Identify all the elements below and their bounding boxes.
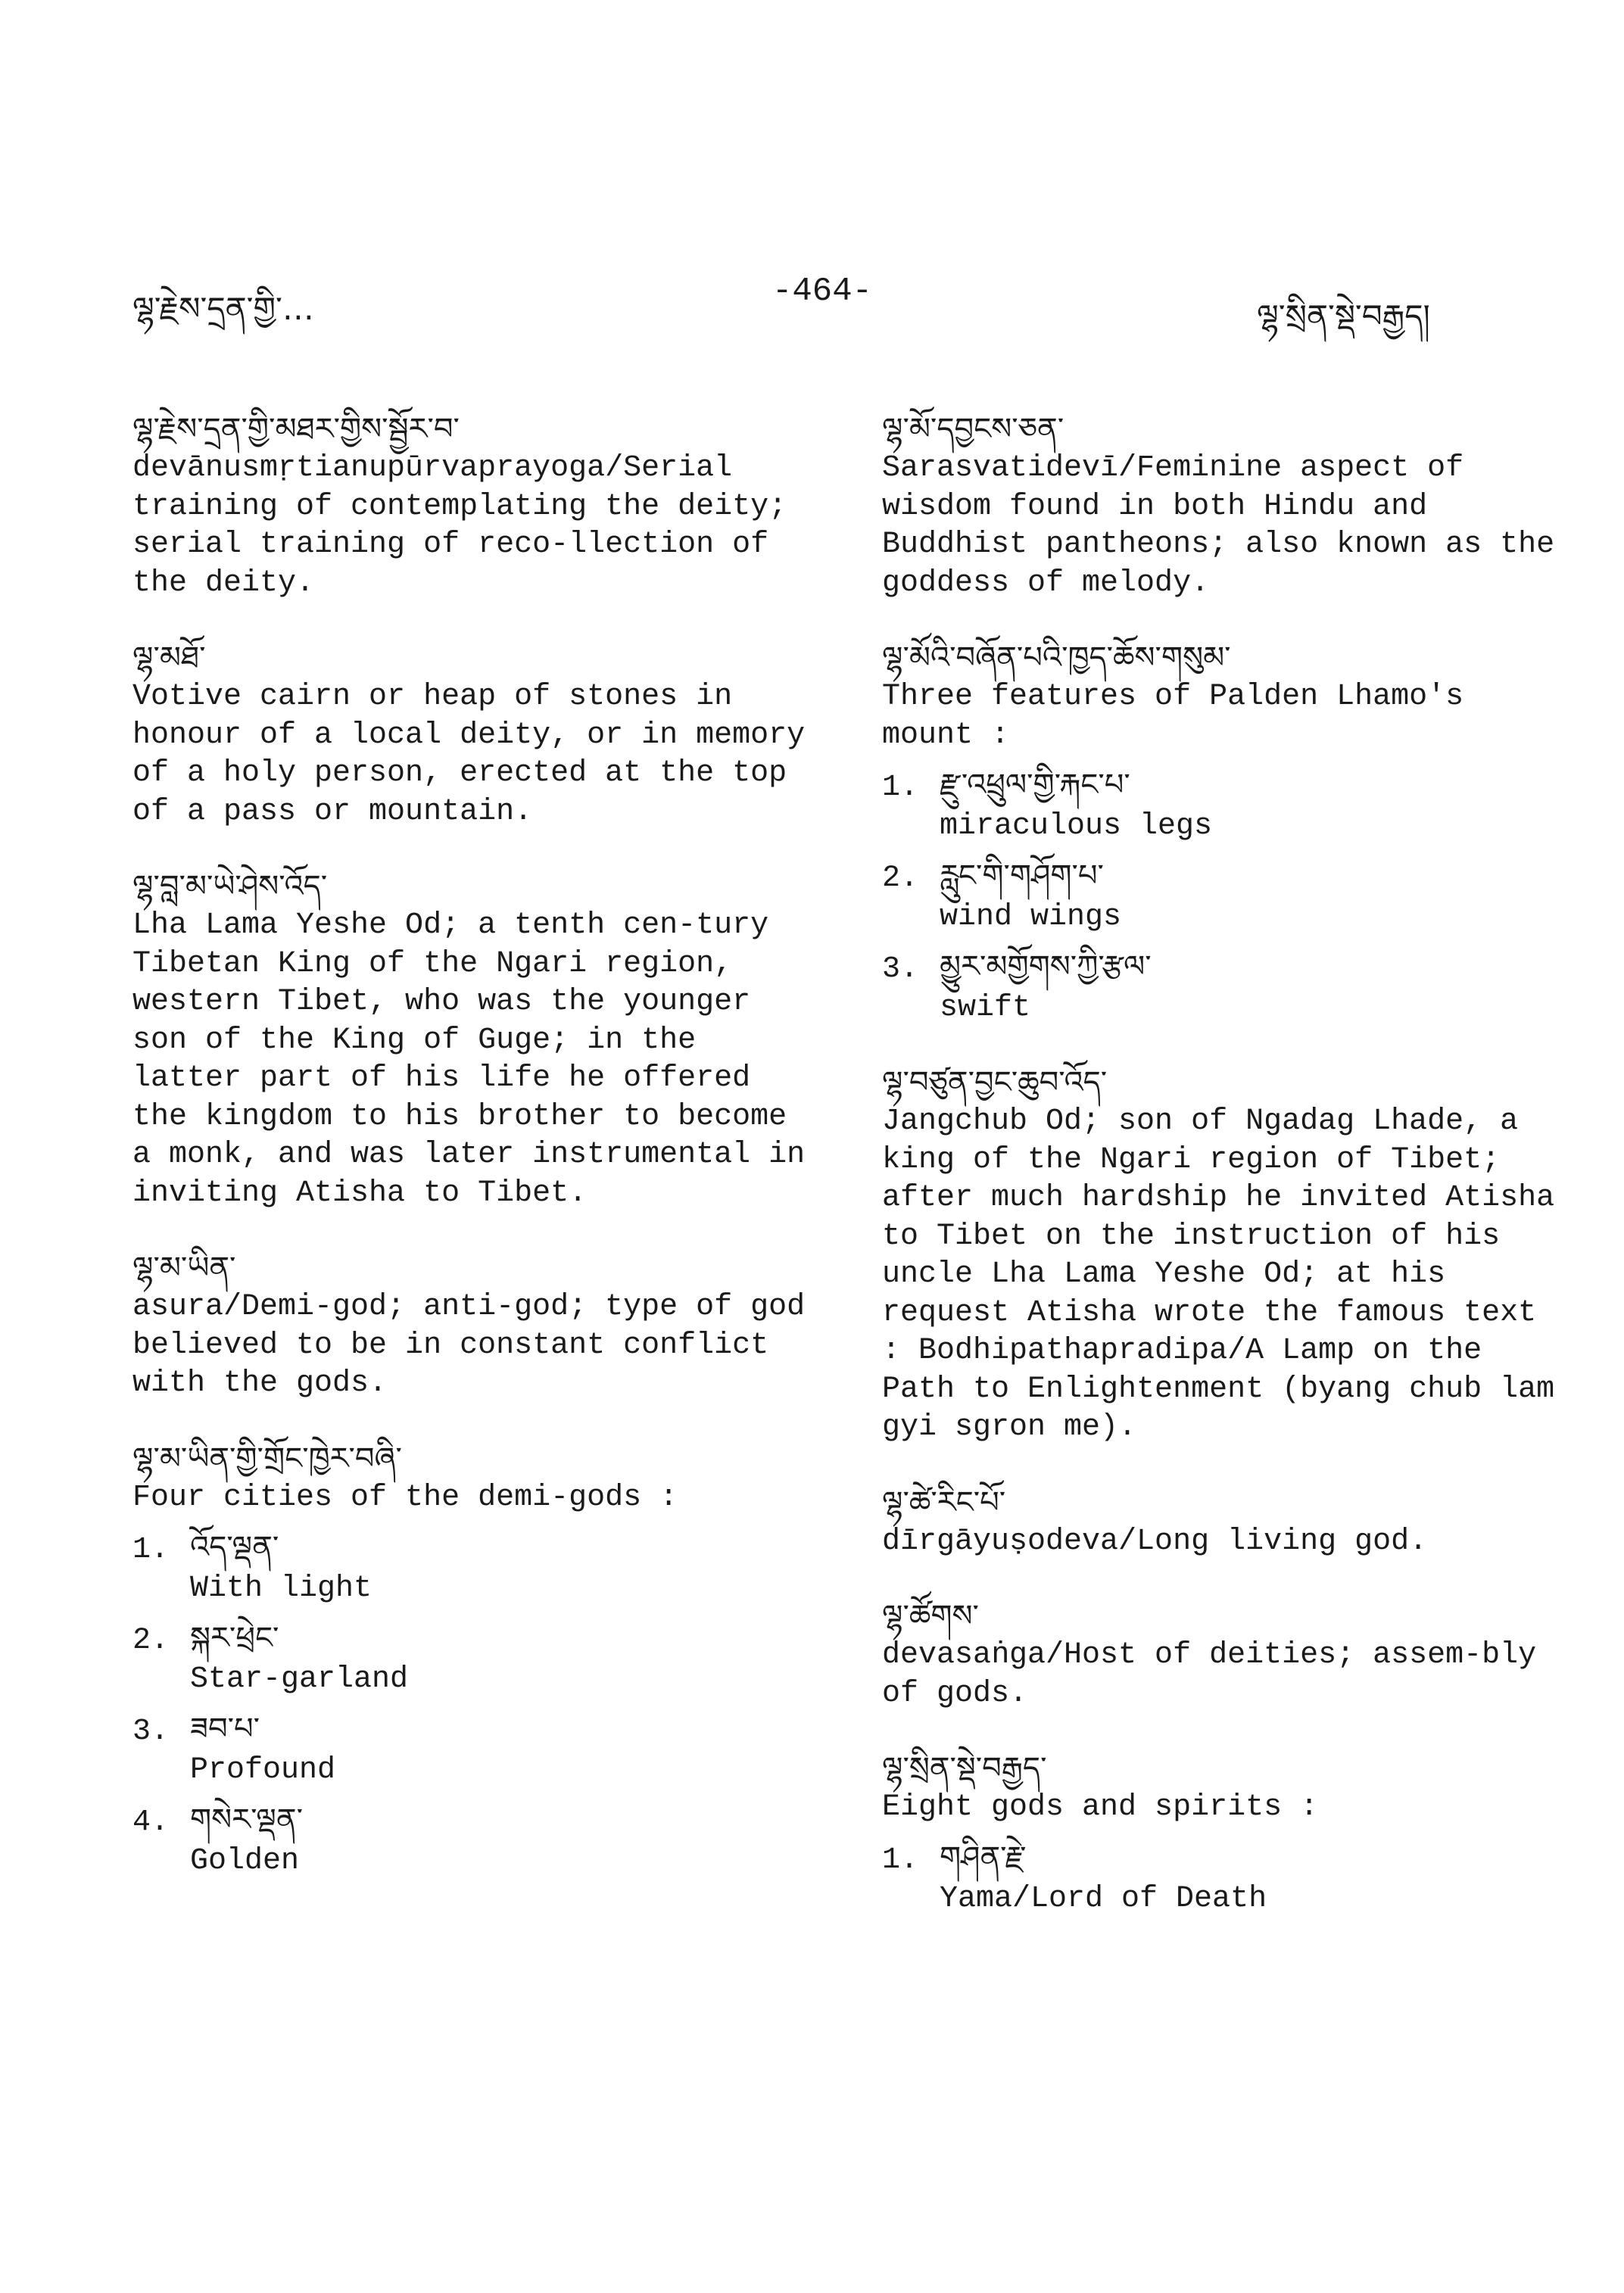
tibetan-headword: ལྷ་བཙུན་བྱང་ཆུབ་འོད་ xyxy=(882,1065,1108,1100)
list-item xyxy=(132,1800,814,1880)
dictionary-entry xyxy=(132,637,814,831)
entry-definition: Four cities of the demi-gods : xyxy=(132,1480,678,1515)
tibetan-headword: ལྷ་མོ་དབྱངས་ཅན་ xyxy=(882,412,1064,447)
tibetan-headword: ལྷ་ཚོགས་ xyxy=(882,1599,979,1634)
item-english: With light xyxy=(190,1572,372,1606)
dictionary-entry xyxy=(882,1748,1563,1918)
dictionary-entry xyxy=(882,409,1563,603)
item-number: 2. xyxy=(132,1624,170,1658)
entry-definition: devasaṅga/Host of deities; assem-bly of gods. xyxy=(882,1638,1537,1711)
running-head-left: ལྷ་རྗེས་དྲན་གྱི་… xyxy=(132,290,314,327)
list-item xyxy=(132,1709,814,1790)
running-head-right: ལྷ་སྲིན་སྡེ་བརྒྱད། xyxy=(1257,298,1430,335)
item-tibetan: མྱུར་མགྱོགས་ཀྱི་རྩལ་ xyxy=(940,949,1152,984)
entry-definition: devānusmṛtianupūrvaprayoga/Serial training of contemplating the deity; serial training of reco-llection of the deity. xyxy=(132,451,787,600)
item-english: Star-garland xyxy=(190,1662,409,1696)
item-number: 1. xyxy=(882,1843,919,1877)
dictionary-entry xyxy=(882,1482,1563,1562)
entry-definition: Jangchub Od; son of Ngadag Lhade, a king of the Ngari region of Tibet; after much hardship he invited Atisha to Tibet on the instruction of his uncle Lha Lama Yeshe Od; at his request Atisha wrote the famous text : Bodhipathapradipa/A Lamp on the Path to Enlightenment (byang chub lam gyi sgron me). xyxy=(882,1104,1555,1444)
entry-definition: asura/Demi-god; anti-god; type of god believed to be in constant conflict with the gods. xyxy=(132,1290,806,1400)
item-english: wind wings xyxy=(940,900,1122,934)
list-item xyxy=(882,856,1563,936)
item-number: 1. xyxy=(882,771,919,805)
item-english: miraculous legs xyxy=(940,809,1213,843)
entry-definition: Three features of Palden Lhamo's mount : xyxy=(882,680,1464,752)
tibetan-headword: ལྷ་ཚེ་རིང་པོ་ xyxy=(882,1485,1006,1520)
numbered-list xyxy=(132,1528,814,1880)
item-tibetan: རྫུ་འཕྲུལ་གྱི་རྐང་པ་ xyxy=(940,768,1130,802)
left-column xyxy=(132,409,814,1915)
tibetan-headword: ལྷ་མ་ཡིན་གྱི་གྲོང་ཁྱེར་བཞི་ xyxy=(132,1441,402,1476)
item-tibetan: འོད་ལྡན་ xyxy=(190,1530,279,1565)
list-item xyxy=(132,1618,814,1699)
tibetan-headword: ལྷ་སྲིན་སྡེ་བརྒྱད་ xyxy=(882,1751,1047,1786)
tibetan-headword: ལྷ་མ་ཡིན་ xyxy=(132,1251,236,1285)
tibetan-headword: ལྷ་མོའི་བཞོན་པའི་ཁྱད་ཆོས་གསུམ་ xyxy=(882,640,1231,675)
item-number: 4. xyxy=(132,1805,170,1840)
item-number: 2. xyxy=(882,861,919,896)
entry-definition: Votive cairn or heap of stones in honour of a local deity, or in memory of a holy person, erected at the top of a pass or mountain. xyxy=(132,680,806,829)
item-number: 1. xyxy=(132,1533,170,1567)
item-number: 3. xyxy=(882,952,919,986)
tibetan-headword: ལྷ་མཐོ་ xyxy=(132,640,206,675)
item-number: 3. xyxy=(132,1715,170,1749)
entry-definition: Lha Lama Yeshe Od; a tenth cen-tury Tibetan King of the Ngari region, western Tibet, who was the younger son of the King of Guge; in the latter part of his life he offered the kingdom to his brother to become a monk, and was later instrumental in inviting Atisha to Tibet. xyxy=(132,908,806,1210)
item-tibetan: གསེར་ལྡན་ xyxy=(190,1802,303,1837)
entry-definition: dīrgāyuṣodeva/Long living god. xyxy=(882,1524,1428,1559)
dictionary-entry xyxy=(882,1062,1563,1447)
item-tibetan: ཟབ་པ་ xyxy=(190,1712,260,1746)
page-header xyxy=(0,273,1624,333)
item-english: Golden xyxy=(190,1844,300,1878)
dictionary-entry xyxy=(132,866,814,1213)
dictionary-entry xyxy=(132,1248,814,1404)
item-english: Profound xyxy=(190,1753,336,1787)
tibetan-headword: ལྷ་རྗེས་དྲན་གྱི་མཐར་གྱིས་སྦྱོར་བ་ xyxy=(132,412,460,447)
entry-definition: Sarasvatidevī/Feminine aspect of wisdom found in both Hindu and Buddhist pantheons; also known as the goddess of melody. xyxy=(882,451,1555,600)
dictionary-entry xyxy=(132,409,814,603)
numbered-list xyxy=(882,1838,1563,1918)
item-tibetan: གཤིན་རྗེ་ xyxy=(940,1840,1027,1875)
tibetan-headword: ལྷ་བླ་མ་ཡེ་ཤེས་འོད་ xyxy=(132,869,328,904)
numbered-list xyxy=(882,765,1563,1027)
item-tibetan: སྐར་ཕྲེང་ xyxy=(190,1621,279,1656)
item-english: swift xyxy=(940,991,1031,1025)
entry-definition: Eight gods and spirits : xyxy=(882,1790,1319,1824)
list-item xyxy=(132,1528,814,1608)
right-column xyxy=(882,409,1563,1953)
dictionary-entry xyxy=(882,1596,1563,1713)
page-number: -464- xyxy=(772,273,873,310)
dictionary-entry xyxy=(882,637,1563,1027)
item-english: Yama/Lord of Death xyxy=(940,1881,1267,1916)
list-item xyxy=(882,1838,1563,1918)
list-item xyxy=(882,947,1563,1027)
dictionary-entry xyxy=(132,1438,814,1881)
item-tibetan: རླུང་གི་གཤོག་པ་ xyxy=(940,858,1104,893)
list-item xyxy=(882,765,1563,846)
